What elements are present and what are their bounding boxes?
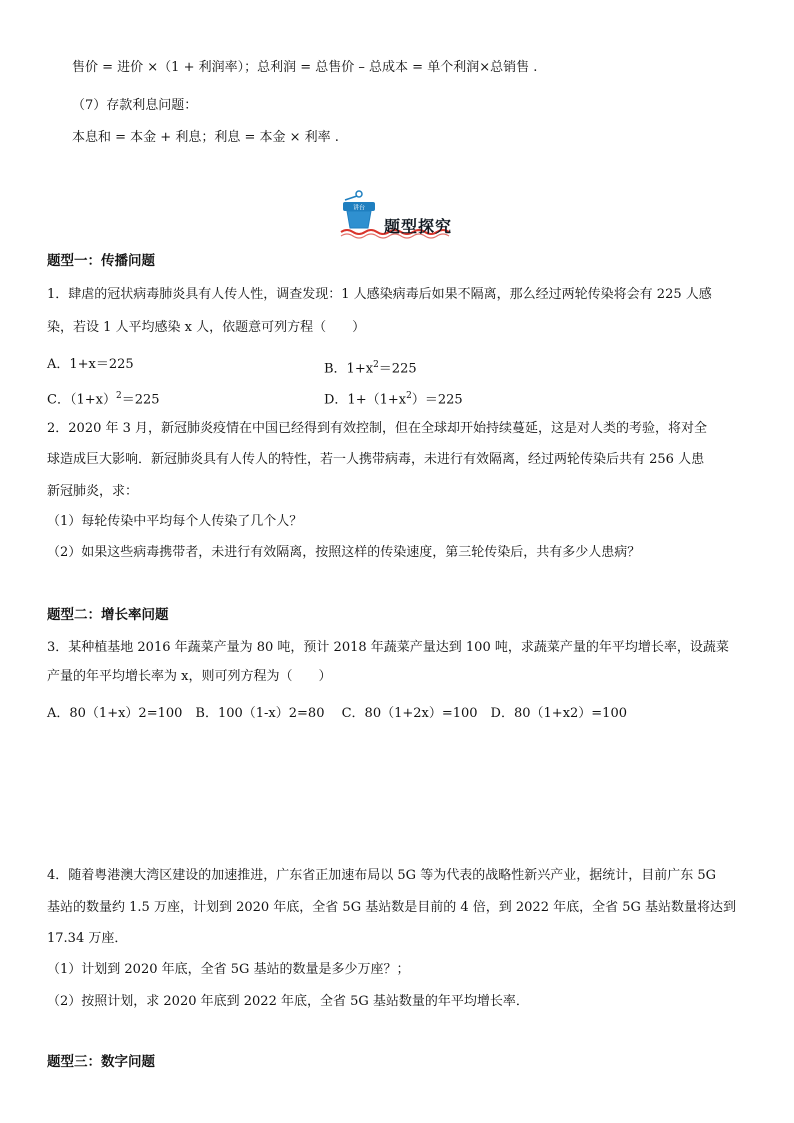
lectern-label: 讲台 xyxy=(352,204,366,212)
q1-option-c: C．$(1+x)^2=225$ xyxy=(47,391,160,408)
q4-line1: 4．随着粤港澳大湾区建设的加速推进，广东省正加速布局以 5G 等为代表的战略性新兴产业，据统计，目前广东 5G xyxy=(47,868,716,883)
section2-heading: 题型二：增长率问题 xyxy=(47,607,169,623)
q2-line3: 新冠肺炎，求： xyxy=(47,484,139,499)
deposit-formula-line: 本息和 = 本金 + 利息；利息 = 本金 × 利率 . xyxy=(72,130,339,145)
q4-line2: 基站的数量约 1.5 万座，计划到 2020 年底，全省 5G 基站数是目前的 4 倍，到 2022 年底，全省 5G 基站数量将达到 xyxy=(47,900,737,915)
q2-line1: 2．2020 年 3 月，新冠肺炎疫情在中国已经得到有效控制，但在全球却开始持续蔓延，这是对人类的考验，将对全 xyxy=(47,421,708,436)
q2-line2: 球造成巨大影响．新冠肺炎具有人传人的特性，若一人携带病毒，未进行有效隔离，经过两轮传染后共有 256 人患 xyxy=(47,452,705,467)
q2-sub1: （1）每轮传染中平均每个人传染了几个人？ xyxy=(47,514,303,529)
q1-option-d: D．$1+(1+x^2)=225$ xyxy=(324,391,463,408)
section1-heading: 题型一：传播问题 xyxy=(47,253,155,269)
q4-sub1: （1）计划到 2020 年底，全省 5G 基站的数量是多少万座？； xyxy=(47,962,410,977)
q4-sub2: （2）按照计划，求 2020 年底到 2022 年底，全省 5G 基站数量的年平均增长率． xyxy=(47,994,529,1009)
q1-option-a: A．1+x＝225 xyxy=(47,357,134,372)
q3-line1: 3．某种植基地 2016 年蔬菜产量为 80 吨，预计 2018 年蔬菜产量达到 100 吨，求蔬菜产量的年平均增长率，设蔬菜 xyxy=(47,640,729,655)
q1-line1: 1．肆虐的冠状病毒肺炎具有人传人性，调查发现：1 人感染病毒后如果不隔离，那么经过两轮传染将会有 225 人感 xyxy=(47,287,712,302)
deposit-interest-title: （7）存款利息问题： xyxy=(72,98,198,113)
q3-options: A．80（1+x）2=100 B．100（1-x）2=80 C．80（1+2x）=100 D．80（1+x2）=100 xyxy=(47,706,627,721)
q1-line2: 染，若设 1 人平均感染 x 人，依题意可列方程（ ） xyxy=(47,320,366,335)
section3-heading: 题型三：数字问题 xyxy=(47,1054,155,1070)
q2-sub2: （2）如果这些病毒携带者，未进行有效隔离，按照这样的传染速度，第三轮传染后，共有多少人患病？ xyxy=(47,545,641,560)
q3-line2: 产量的年平均增长率为 x，则可列方程为（ ） xyxy=(47,669,332,684)
q4-line3: 17.34 万座． xyxy=(47,931,128,946)
q1-option-b: B．$1+x^2=225$ xyxy=(324,360,417,377)
profit-formula-line: 售价 = 进价 ×（1 + 利润率）；总利润 = 总售价 – 总成本 = 单个利润×总销售 . xyxy=(72,60,538,75)
banner-title: 题型探究 xyxy=(384,217,453,236)
